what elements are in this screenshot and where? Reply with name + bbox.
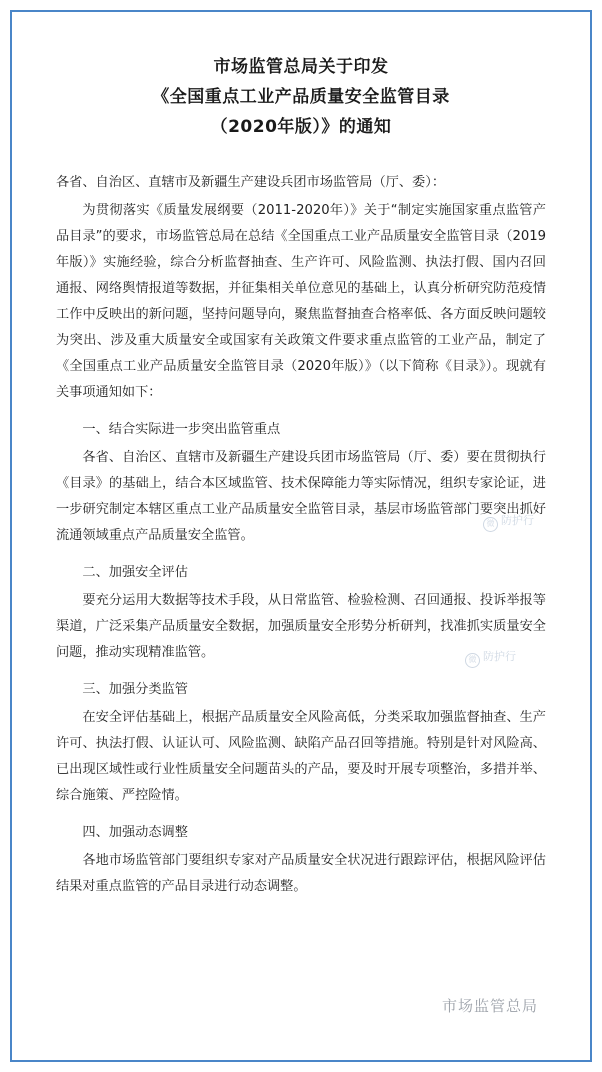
official-seal: 市场监管总局 — [441, 997, 538, 1015]
watermark-label: 防护行 — [501, 514, 534, 527]
spacer — [56, 811, 546, 820]
document-frame — [10, 10, 592, 1062]
section-body-3: 在安全评估基础上，根据产品质量安全风险高低，分类采取加强监督抽查、生产许可、执法打假、认证认可、风险监测、缺陷产品召回等措施。特别是针对风险高、已出现区域性或行业性质量安全问题苗头的产品，要及时开展专项整治，多措并举、综合施策、严控险情。 — [56, 710, 546, 803]
section-heading-3: 三、加强分类监管 — [82, 682, 188, 697]
title-line-3: （2020年版）》的通知 — [210, 117, 392, 137]
document-title — [56, 52, 546, 142]
title-line-1: 市场监管总局关于印发 — [213, 57, 389, 77]
spacer — [56, 408, 546, 417]
addressee-line: 各省、自治区、直辖市及新疆生产建设兵团市场监管局（厅、委）： — [56, 175, 446, 190]
section-heading-1: 一、结合实际进一步突出监管重点 — [82, 422, 281, 437]
section-body-1: 各省、自治区、直辖市及新疆生产建设兵团市场监管局（厅、委）要在贯彻执行《目录》的基础上，结合本区域监管、技术保障能力等实际情况，组织专家论证，进一步研究制定本辖区重点工业产品质量安全监管目录，基层市场监管部门要突出抓好流通领域重点产品质量安全监管。 — [56, 450, 546, 543]
wechat-icon: 微 — [483, 517, 498, 532]
watermark-label: 防护行 — [483, 650, 516, 663]
section-body-4: 各地市场监管部门要组织专家对产品质量安全状况进行跟踪评估，根据风险评估结果对重点监管的产品目录进行动态调整。 — [56, 853, 546, 894]
spacer — [56, 551, 546, 560]
wechat-icon: 微 — [465, 653, 480, 668]
section-heading-2: 二、加强安全评估 — [82, 565, 188, 580]
spacer — [56, 668, 546, 677]
section-body-2: 要充分运用大数据等技术手段，从日常监管、检验检测、召回通报、投诉举报等渠道，广泛采集产品质量安全数据，加强质量安全形势分析研判，找准抓实质量安全问题，推动实现精准监管。 — [56, 593, 546, 660]
document-body — [56, 170, 546, 900]
section-heading-4: 四、加强动态调整 — [82, 825, 188, 840]
intro-paragraph: 为贯彻落实《质量发展纲要（2011-2020年）》关于“制定实施国家重点监管产品目录”的要求，市场监管总局在总结《全国重点工业产品质量安全监管目录（2019年版）》实施经验，综合分析监督抽查、生产许可、风险监测、执法打假、国内召回通报、网络舆情报道等数据，并征集相关单位意见的基础上，认真分析研究防范疫情工作中反映出的新问题，坚持问题导向，聚焦监督抽查合格率低、各方面反映问题较为突出、涉及重大质量安全或国家有关政策文件要求重点监管的工业产品，制定了《全国重点工业产品质量安全监管目录（2020年版）》（以下简称《目录》）。现就有关事项通知如下： — [56, 203, 546, 400]
title-line-2: 《全国重点工业产品质量安全监管目录 — [152, 87, 450, 107]
